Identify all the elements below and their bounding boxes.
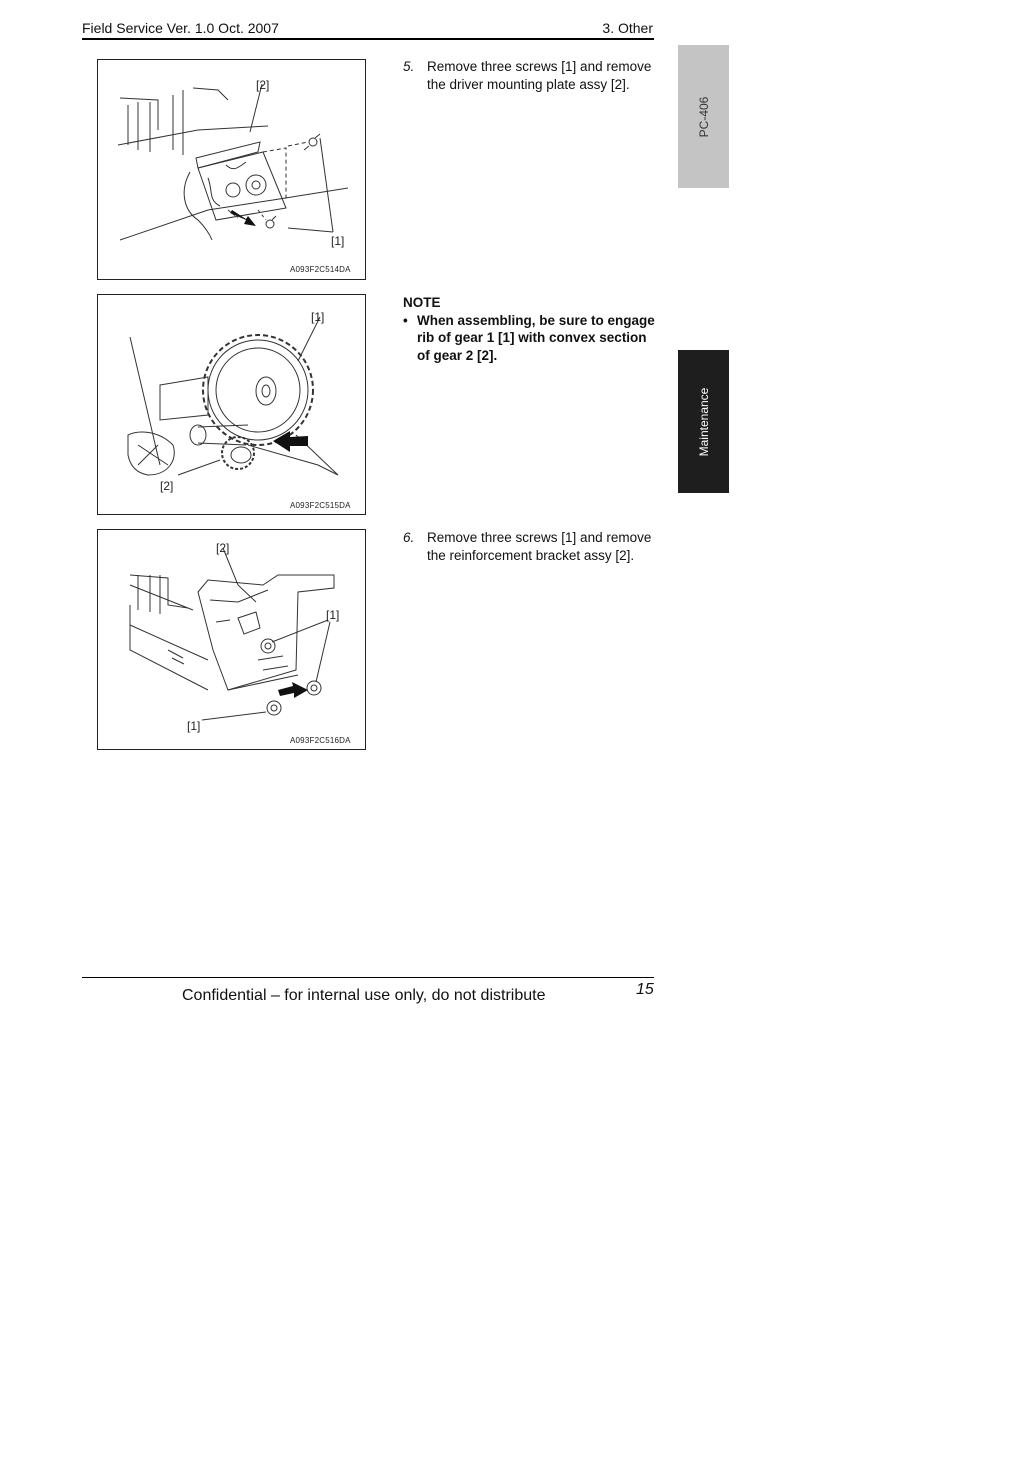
figure-reinforcement-bracket [97,529,366,750]
note-title: NOTE [403,295,441,310]
side-tab-maintenance-label: Maintenance [696,387,711,456]
callout-2: [2] [216,541,230,555]
figure-reinforcement-bracket-drawing [98,530,367,751]
side-tab-model[interactable] [678,45,729,188]
note-block [403,294,655,364]
side-tab-model-label: PC-406 [696,96,711,137]
callout-2: [2] [160,479,174,493]
figure-gear-engagement-drawing [98,295,367,516]
step-text: Remove three screws [1] and remove the reinforcement bracket assy [2]. [427,530,652,563]
bullet-icon: • [403,312,408,328]
step-5 [403,58,653,93]
callout-1: [1] [311,310,325,324]
callout-1: [1] [326,608,340,622]
header-left: Field Service Ver. 1.0 Oct. 2007 [82,20,279,36]
footer-rule [82,977,654,978]
figure-id: A093F2C515DA [290,501,351,510]
footer-text: Confidential – for internal use only, do not distribute [182,987,546,1004]
header-rule [82,38,654,40]
header-right: 3. Other [602,20,653,36]
page-number: 15 [636,981,654,998]
callout-1: [1] [331,234,345,248]
step-text: Remove three screws [1] and remove the driver mounting plate assy [2]. [427,59,652,92]
figure-id: A093F2C516DA [290,736,351,745]
figure-gear-engagement [97,294,366,515]
step-number: 5. [403,59,415,74]
figure-id: A093F2C514DA [290,265,351,274]
figure-driver-plate [97,59,366,280]
step-number: 6. [403,530,415,545]
callout-1: [1] [187,719,201,733]
side-tab-maintenance[interactable] [678,350,729,493]
note-text: When assembling, be sure to engage rib of gear 1 [1] with convex section of gear 2 [2]. [417,312,655,363]
callout-2: [2] [256,78,270,92]
figure-driver-plate-drawing [98,60,367,281]
step-6 [403,529,653,564]
